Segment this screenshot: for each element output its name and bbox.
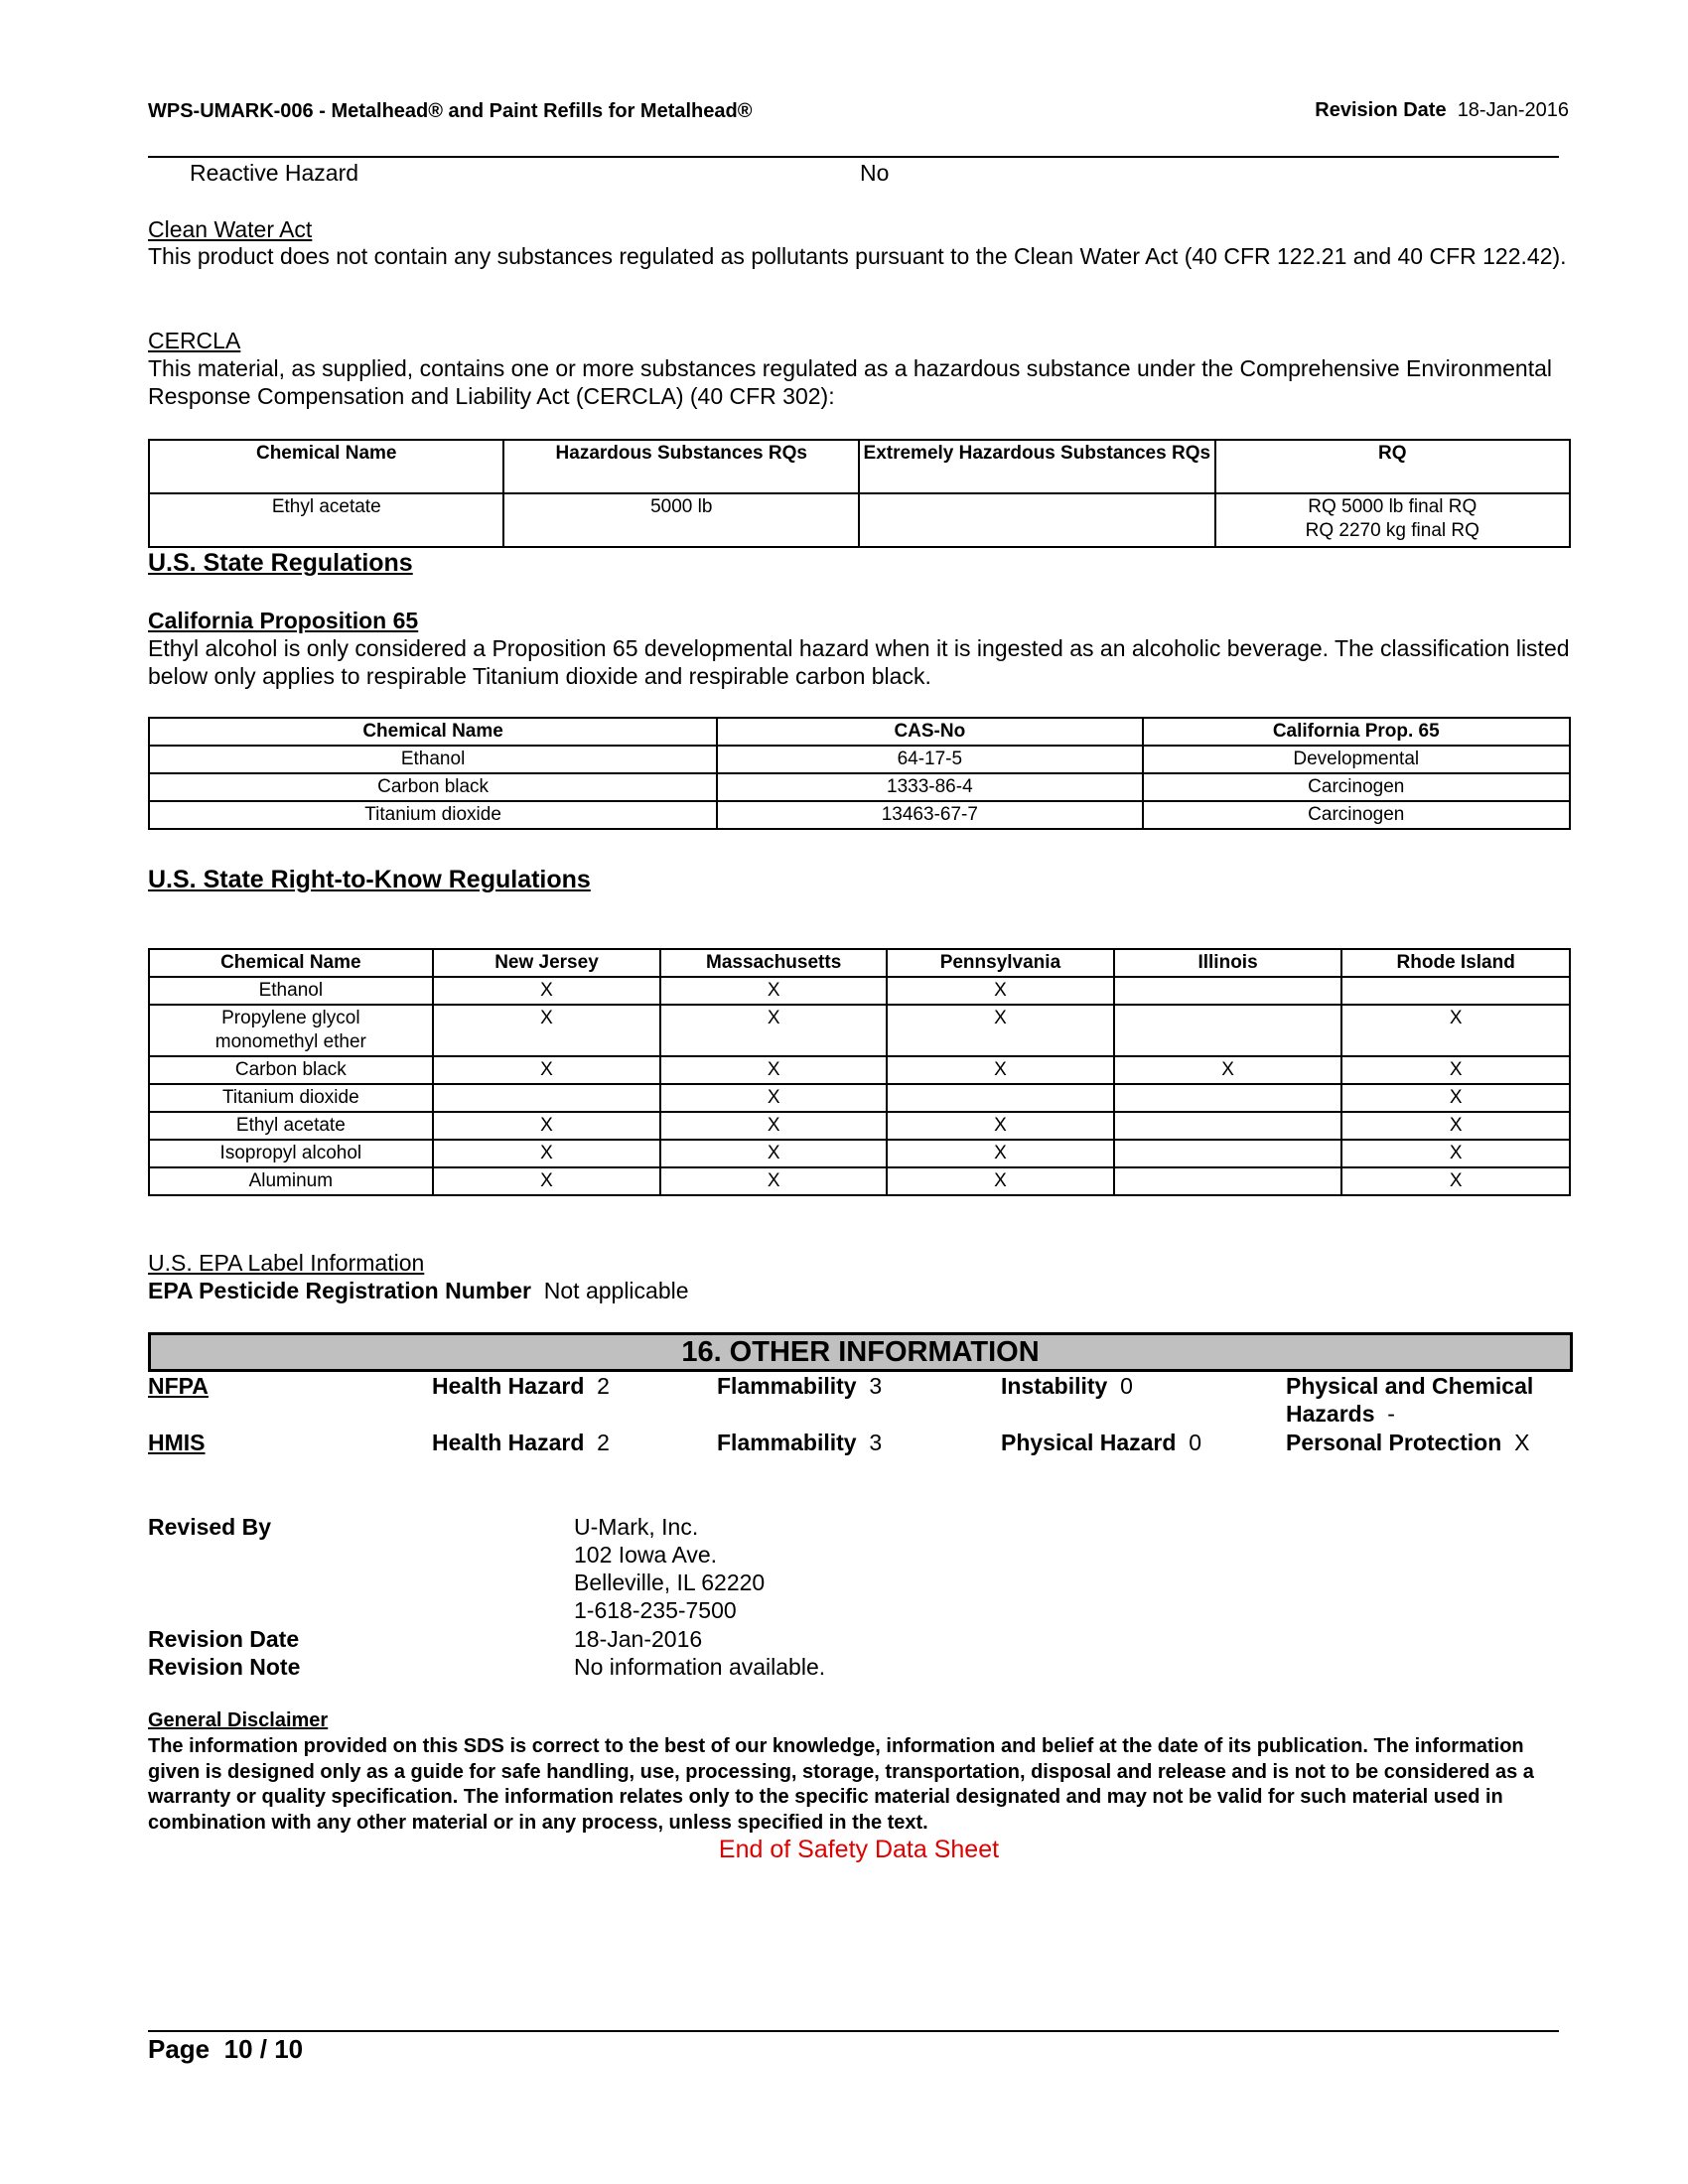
cell: Carbon black xyxy=(149,1056,433,1084)
clean-water-act-text: This product does not contain any substances regulated as pollutants pursuant to the Clean Water Act (40 CFR 122.21 and 40 CFR 122.42). xyxy=(148,243,1567,269)
cell xyxy=(1341,977,1570,1005)
cell xyxy=(1114,1140,1342,1167)
cell: X xyxy=(1341,1056,1570,1084)
right-to-know-table xyxy=(148,948,1571,1196)
table-row xyxy=(149,1112,1570,1140)
table-row xyxy=(149,773,1570,801)
cell: X xyxy=(433,1167,661,1195)
cell: X xyxy=(1341,1167,1570,1195)
cell: X xyxy=(1114,1056,1342,1084)
cell: X xyxy=(660,1005,887,1056)
cell: Isopropyl alcohol xyxy=(149,1140,433,1167)
disclaimer-text: The information provided on this SDS is correct to the best of our knowledge, information and belief at the date of its publication. The information given is designed only as a guide for safe handling, use, processing, storage, transportation, disposal and release and is not to be considered as a warranty or quality specification. The information relates only to the specific material designated and may not be valid for such material used in combination with any other material or in any process, unless specified in the text. xyxy=(148,1735,1534,1834)
col-header: Illinois xyxy=(1114,949,1342,977)
revision-label: Revision Date xyxy=(1315,99,1447,121)
reactive-hazard-label: Reactive Hazard xyxy=(190,160,359,186)
hmis-ppe-label: Personal Protection xyxy=(1286,1430,1502,1455)
cell: X xyxy=(433,1056,661,1084)
nfpa-instability-value: 0 xyxy=(1120,1373,1133,1399)
epa-value: Not applicable xyxy=(543,1278,689,1303)
nfpa-physical-chemical-value: - xyxy=(1387,1401,1395,1427)
cell: X xyxy=(660,977,887,1005)
revision-date-value: 18-Jan-2016 xyxy=(574,1626,703,1652)
table-row xyxy=(149,1167,1570,1195)
cell: X xyxy=(887,1005,1114,1056)
cell: X xyxy=(660,1084,887,1112)
revised-by-line: Belleville, IL 62220 xyxy=(574,1570,766,1595)
table-row xyxy=(149,801,1570,829)
hmis-ppe-value: X xyxy=(1514,1430,1530,1455)
nfpa-health-label: Health Hazard xyxy=(432,1373,585,1399)
revised-by-line: U-Mark, Inc. xyxy=(574,1514,699,1540)
clean-water-act-heading: Clean Water Act xyxy=(148,216,313,242)
cell: Ethyl acetate xyxy=(149,1112,433,1140)
page-value: 10 / 10 xyxy=(223,2034,304,2064)
cell xyxy=(1114,1167,1342,1195)
col-header: Chemical Name xyxy=(149,718,717,746)
table-row xyxy=(149,746,1570,773)
col-header: California Prop. 65 xyxy=(1143,718,1570,746)
footer-rule xyxy=(148,2030,1559,2032)
cell: X xyxy=(433,1140,661,1167)
hmis-physical-label: Physical Hazard xyxy=(1001,1430,1177,1455)
prop65-table xyxy=(148,717,1571,830)
col-header: Extremely Hazardous Substances RQs xyxy=(859,440,1215,493)
revised-by-line: 1-618-235-7500 xyxy=(574,1597,737,1623)
cell: X xyxy=(887,1140,1114,1167)
cell: X xyxy=(1341,1005,1570,1056)
cell: Propylene glycol monomethyl ether xyxy=(149,1005,433,1056)
hmis-flammability-value: 3 xyxy=(869,1430,883,1455)
cell: X xyxy=(1341,1112,1570,1140)
end-of-sds: End of Safety Data Sheet xyxy=(718,1836,1000,1863)
cell: X xyxy=(1341,1084,1570,1112)
nfpa-flammability-value: 3 xyxy=(869,1373,883,1399)
epa-heading: U.S. EPA Label Information xyxy=(148,1250,425,1276)
cell: X xyxy=(887,977,1114,1005)
state-regulations-heading: U.S. State Regulations xyxy=(148,549,413,577)
epa-label: EPA Pesticide Registration Number xyxy=(148,1278,531,1303)
cell: X xyxy=(433,1112,661,1140)
cell xyxy=(1114,977,1342,1005)
rq-line: RQ 2270 kg final RQ xyxy=(1305,520,1479,541)
nfpa-flammability-label: Flammability xyxy=(717,1373,857,1399)
cell: Carbon black xyxy=(149,773,717,801)
disclaimer-heading: General Disclaimer xyxy=(148,1709,329,1731)
col-header: New Jersey xyxy=(433,949,661,977)
section-16-header: 16. OTHER INFORMATION xyxy=(148,1332,1573,1372)
revision-date-label: Revision Date xyxy=(148,1626,300,1652)
cell: X xyxy=(433,977,661,1005)
epa-registration xyxy=(148,1277,689,1304)
cell: Titanium dioxide xyxy=(149,801,717,829)
nfpa-label: NFPA xyxy=(148,1373,209,1399)
cell: Carcinogen xyxy=(1143,801,1570,829)
col-header: Hazardous Substances RQs xyxy=(503,440,859,493)
header-rule xyxy=(148,156,1559,158)
cercla-text: This material, as supplied, contains one or more substances regulated as a hazardous substance under the Comprehensive Environmental Response Compensation and Liability Act (CERCLA) (40 CFR 302): xyxy=(148,355,1553,409)
hmis-flammability-label: Flammability xyxy=(717,1430,857,1455)
hmis-health-label: Health Hazard xyxy=(432,1430,585,1455)
col-header: Chemical Name xyxy=(149,949,433,977)
hmis-physical-value: 0 xyxy=(1189,1430,1201,1455)
cell: 64-17-5 xyxy=(717,746,1142,773)
revision-note-label: Revision Note xyxy=(148,1654,301,1680)
cell: 1333-86-4 xyxy=(717,773,1142,801)
cell xyxy=(859,493,1215,547)
nfpa-health-value: 2 xyxy=(597,1373,610,1399)
cell xyxy=(433,1084,661,1112)
table-row xyxy=(149,1005,1570,1056)
cell xyxy=(1114,1084,1342,1112)
cell: Ethyl acetate xyxy=(149,493,503,547)
prop65-text: Ethyl alcohol is only considered a Proposition 65 developmental hazard when it is ingested as an alcoholic beverage. The classification listed below only applies to respirable Titanium dioxide and respirable carbon black. xyxy=(148,635,1570,689)
cell: X xyxy=(660,1056,887,1084)
table-row xyxy=(149,1084,1570,1112)
revised-by-line: 102 Iowa Ave. xyxy=(574,1542,718,1568)
cercla-table xyxy=(148,439,1571,548)
revision-date: 18-Jan-2016 xyxy=(1457,99,1569,121)
cell: X xyxy=(660,1140,887,1167)
cell: X xyxy=(1341,1140,1570,1167)
cell xyxy=(1114,1112,1342,1140)
col-header: Pennsylvania xyxy=(887,949,1114,977)
cell xyxy=(887,1084,1114,1112)
cercla-heading: CERCLA xyxy=(148,328,241,353)
col-header: Massachusetts xyxy=(660,949,887,977)
cell: X xyxy=(887,1112,1114,1140)
table-row xyxy=(149,1056,1570,1084)
col-header: CAS-No xyxy=(717,718,1142,746)
col-header: Chemical Name xyxy=(149,440,503,493)
cell: Developmental xyxy=(1143,746,1570,773)
page-label: Page xyxy=(148,2034,211,2064)
cell: X xyxy=(660,1167,887,1195)
nfpa-instability-label: Instability xyxy=(1001,1373,1108,1399)
table-row xyxy=(149,1140,1570,1167)
hmis-health-value: 2 xyxy=(597,1430,610,1455)
cell: X xyxy=(887,1167,1114,1195)
cell: 5000 lb xyxy=(503,493,859,547)
cell xyxy=(1114,1005,1342,1056)
right-to-know-heading: U.S. State Right-to-Know Regulations xyxy=(148,866,591,893)
hmis-label: HMIS xyxy=(148,1430,206,1455)
rq-line: RQ 5000 lb final RQ xyxy=(1308,496,1477,517)
col-header: Rhode Island xyxy=(1341,949,1570,977)
cell: X xyxy=(887,1056,1114,1084)
cell: Ethanol xyxy=(149,977,433,1005)
reactive-hazard-value: No xyxy=(860,160,890,186)
revised-by-label: Revised By xyxy=(148,1514,272,1540)
cell: X xyxy=(433,1005,661,1056)
cell xyxy=(1215,493,1570,547)
cell: 13463-67-7 xyxy=(717,801,1142,829)
revision-header xyxy=(1315,99,1569,122)
col-header: RQ xyxy=(1215,440,1570,493)
nfpa-physical-chemical-label: Physical and Chemical Hazards xyxy=(1286,1373,1534,1427)
prop65-heading: California Proposition 65 xyxy=(148,608,419,633)
cell: Ethanol xyxy=(149,746,717,773)
revision-note-value: No information available. xyxy=(574,1654,826,1680)
table-row xyxy=(149,977,1570,1005)
document-title: WPS-UMARK-006 - Metalhead® and Paint Refills for Metalhead® xyxy=(148,100,753,122)
page-number xyxy=(148,2034,303,2065)
cell: Carcinogen xyxy=(1143,773,1570,801)
table-row xyxy=(149,493,1570,547)
cell: X xyxy=(660,1112,887,1140)
cell: Titanium dioxide xyxy=(149,1084,433,1112)
cell: Aluminum xyxy=(149,1167,433,1195)
